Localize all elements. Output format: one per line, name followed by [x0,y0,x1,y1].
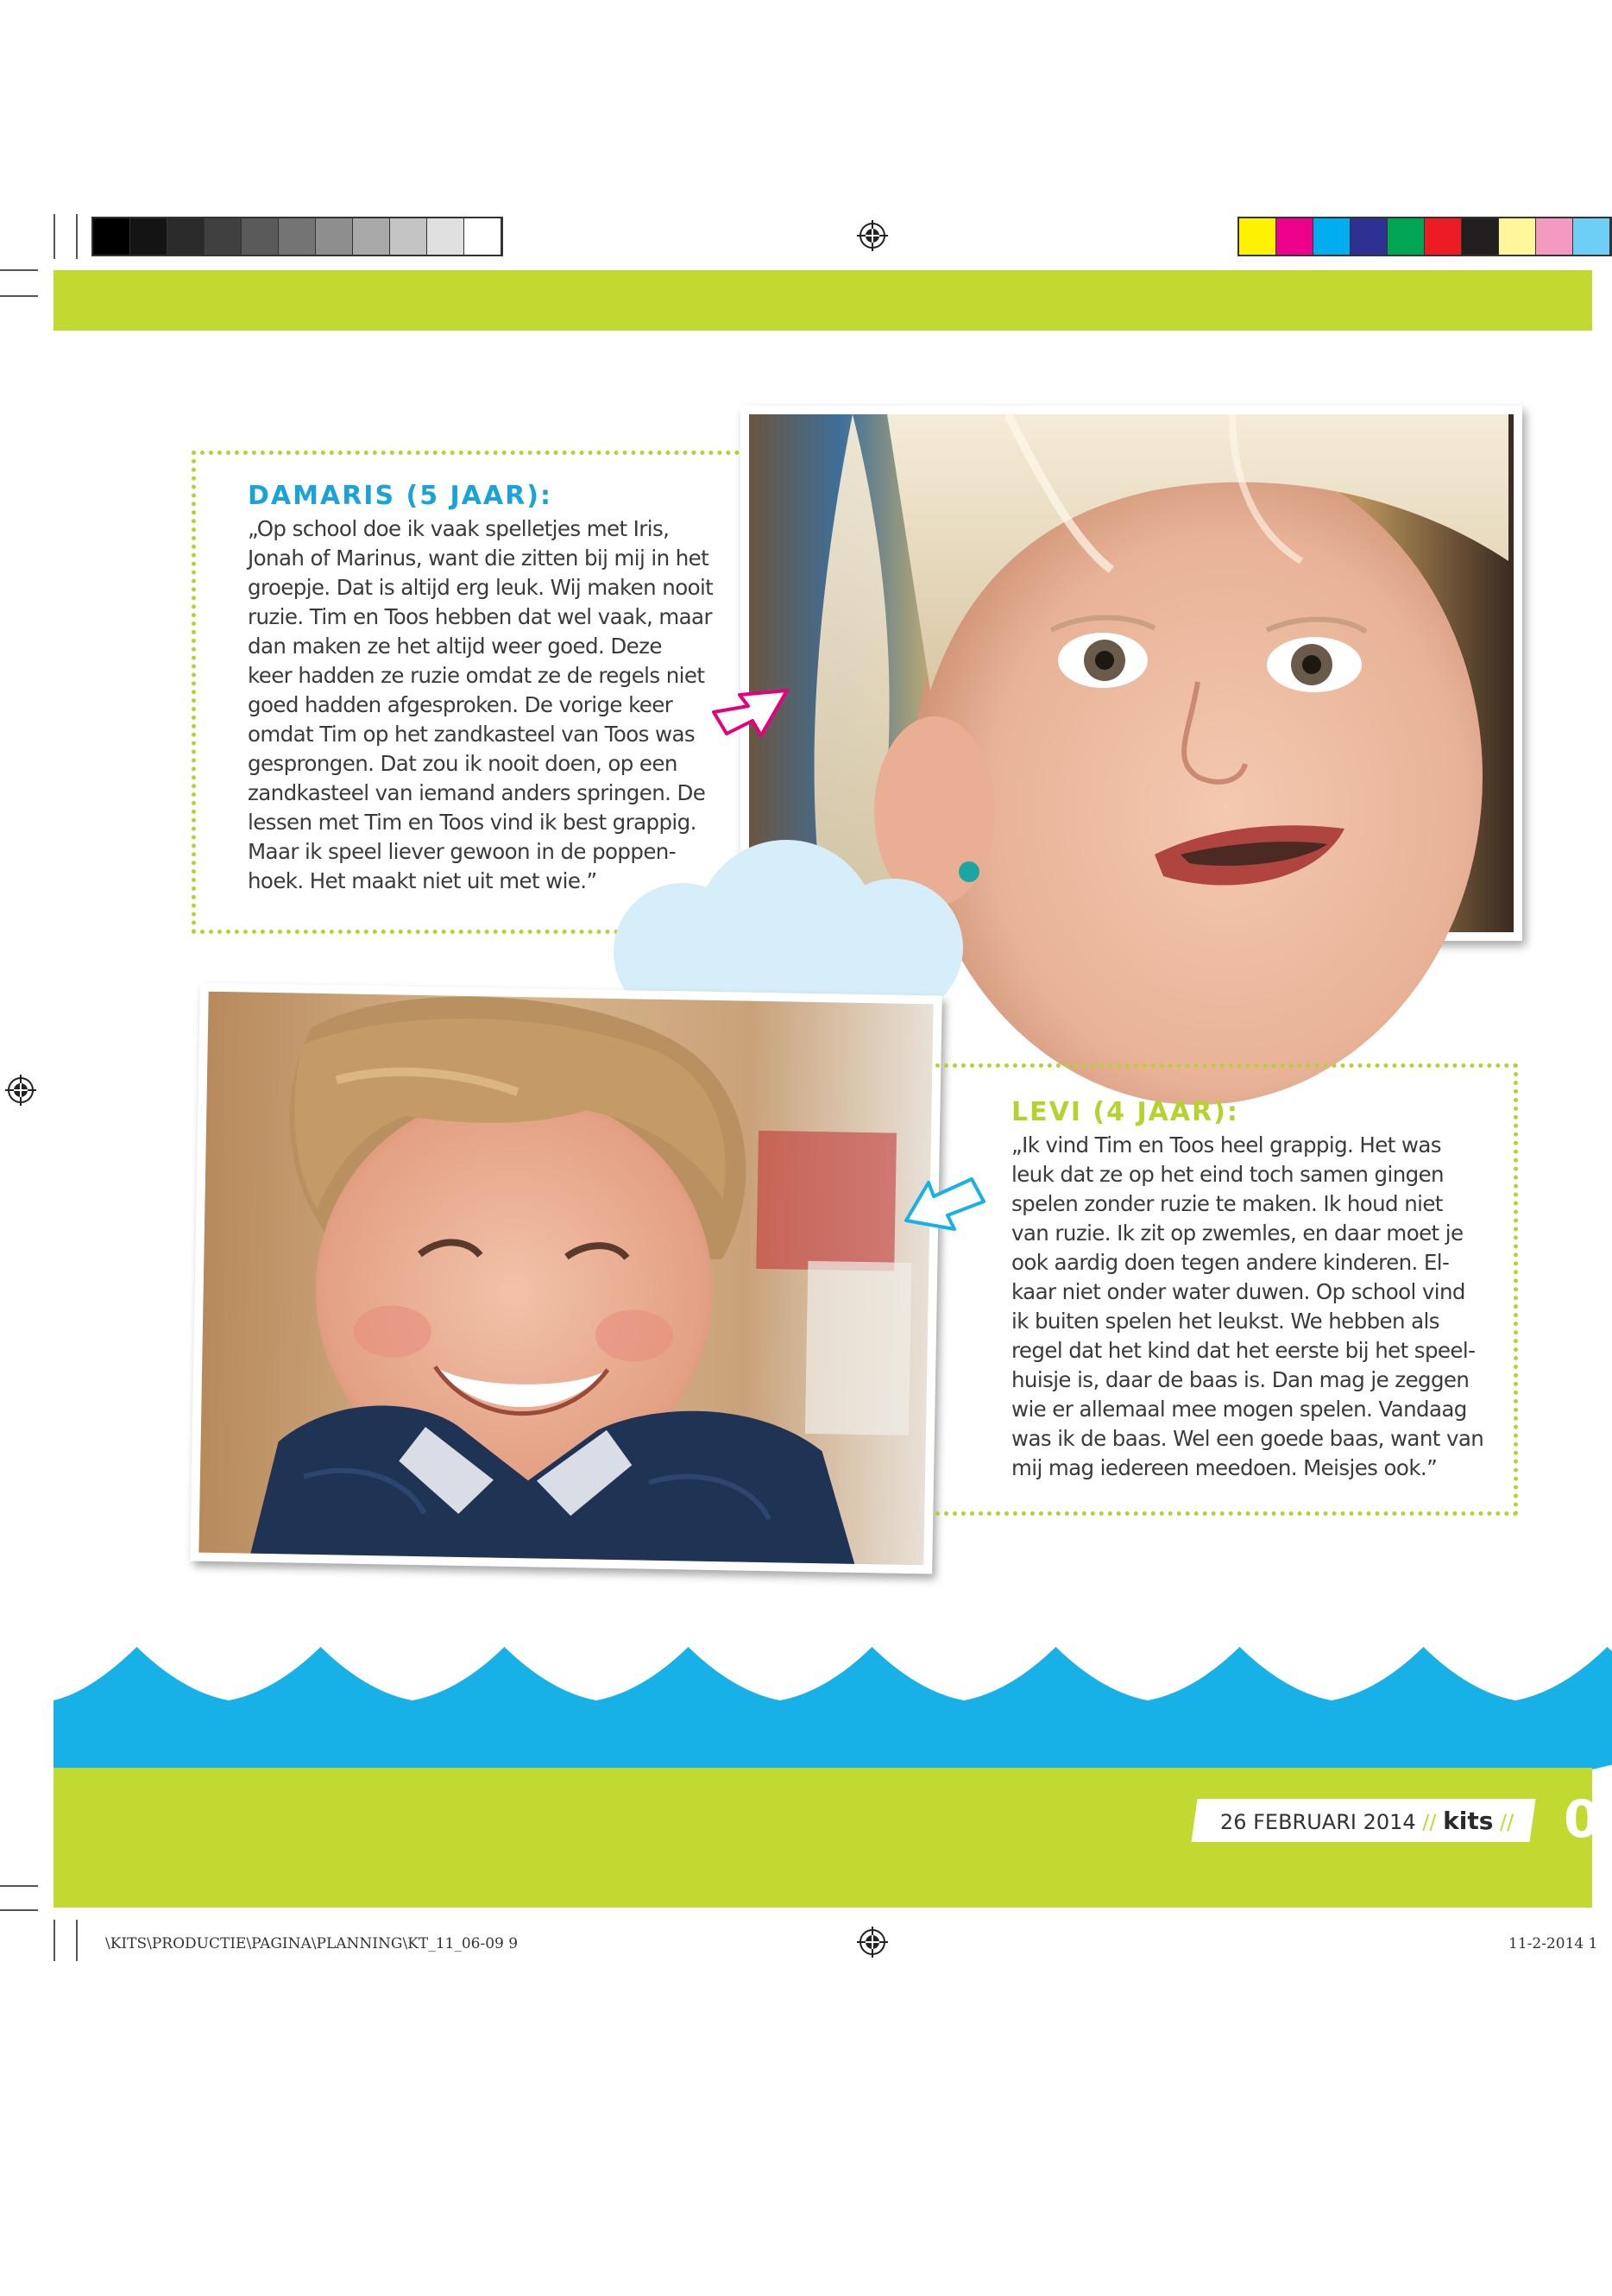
quote-line: ik buiten spelen het leukst. We hebben als [1011,1309,1439,1334]
quote-line: zandkasteel van iemand anders springen. De [248,780,706,805]
quote-line: van ruzie. Ik zit op zwemles, en daar moet je [1011,1221,1464,1246]
crop-mark-top-left-horizontal [0,269,38,271]
grayscale-bar [91,217,503,256]
registration-mark-top-icon [857,220,888,251]
crop-mark-bottom-left-vertical-2 [76,1920,78,1961]
swatch [1351,218,1388,255]
swatch [1462,218,1499,255]
quote-line: ook aardig doen tegen andere kinderen. El- [1011,1250,1450,1275]
quote-line: was ik de baas. Wel een goede baas, want van [1011,1426,1484,1451]
quote-line: Jonah of Marinus, want die zitten bij mij in het [248,546,709,571]
swatch [1499,218,1536,255]
swatch [1313,218,1351,255]
folio-separator-1: // [1422,1809,1437,1834]
swatch [205,218,242,255]
quote-line: kaar niet onder water duwen. Op school vind [1011,1279,1465,1304]
quote-title-damaris: DAMARIS (5 JAAR): [248,481,552,511]
swatch [1388,218,1425,255]
quote-line: omdat Tim op het zandkasteel van Toos was [248,722,696,747]
quote-line: gesprongen. Dat zou ik nooit doen, op een [248,751,677,776]
registration-mark-bottom-icon [857,1927,888,1958]
folio-brand-logo: kits [1442,1806,1494,1835]
crop-mark-top-left-vertical-2 [76,214,78,259]
boy-photo-illustration [198,992,933,1566]
color-bar [1237,217,1612,256]
crop-mark-bottom-left-horizontal-2 [0,1909,38,1911]
quote-line: mij mag iedereen meedoen. Meisjes ook.” [1011,1455,1438,1480]
swatch [1536,218,1573,255]
crop-mark-bottom-left-horizontal [0,1885,38,1887]
quote-body-levi [1011,1131,1495,1483]
crop-mark-bottom-left-vertical [54,1920,55,1961]
swatch [427,218,464,255]
quote-title-levi: LEVI (4 JAAR): [1011,1097,1239,1127]
quote-line: leuk dat ze op het eind toch samen gingen [1011,1162,1444,1187]
crop-mark-top-left-vertical [54,214,55,259]
quote-line: dan maken ze het altijd weer goed. Deze [248,634,662,659]
quote-line: regel dat het kind dat het eerste bij het speel- [1011,1338,1476,1363]
swatch [130,218,167,255]
photo-boy [190,983,942,1574]
quote-line: goed hadden afgesproken. De vorige keer [248,692,673,717]
quote-line: ruzie. Tim en Toos hebben dat wel vaak, maar [248,604,712,629]
quote-line: keer hadden ze ruzie omdat ze de regels niet [248,663,705,688]
swatch [1239,218,1276,255]
footer-date: 11-2-2014 1 [1508,1935,1598,1952]
folio-page-number: 0 [1564,1789,1600,1850]
swatch [1276,218,1313,255]
quote-line: spelen zonder ruzie te maken. Ik houd niet [1011,1191,1443,1216]
footer-file-path: \KITS\PRODUCTIE\PAGINA\PLANNING\KT_11_06-09 9 [105,1935,519,1952]
folio-separator-2: // [1499,1809,1514,1834]
quote-line: groepje. Dat is altijd erg leuk. Wij maken nooit [248,575,714,600]
swatch [1573,218,1610,255]
quote-line: lessen met Tim en Toos vind ik best grappig. [248,810,696,835]
swatch [93,218,130,255]
folio-date: 26 FEBRUARI 2014 [1219,1809,1416,1834]
folio-date-tag [1191,1799,1535,1842]
swatch [279,218,316,255]
header-green-band [54,270,1592,331]
quote-line: huisje is, daar de baas is. Dan mag je zeggen [1011,1367,1470,1392]
crop-mark-top-left-horizontal-2 [0,295,38,297]
quote-line: Maar ik speel liever gewoon in de poppen- [248,839,676,864]
swatch [1425,218,1462,255]
swatch [464,218,501,255]
registration-mark-left-icon [5,1075,36,1106]
quote-line: „Op school doe ik vaak spelletjes met Iris, [248,516,670,541]
swatch [353,218,390,255]
quote-line: „Ik vind Tim en Toos heel grappig. Het was [1011,1132,1441,1157]
pink-arrow-icon [709,682,791,742]
quote-line: hoek. Het maakt niet uit met wie.” [248,868,597,893]
quote-line: wie er allemaal mee mogen spelen. Vandaag [1011,1397,1467,1422]
swatch [390,218,427,255]
quote-box-levi [935,1063,1518,1516]
swatch [167,218,205,255]
swatch [242,218,279,255]
swatch [316,218,353,255]
wave-band [54,1640,1592,1769]
